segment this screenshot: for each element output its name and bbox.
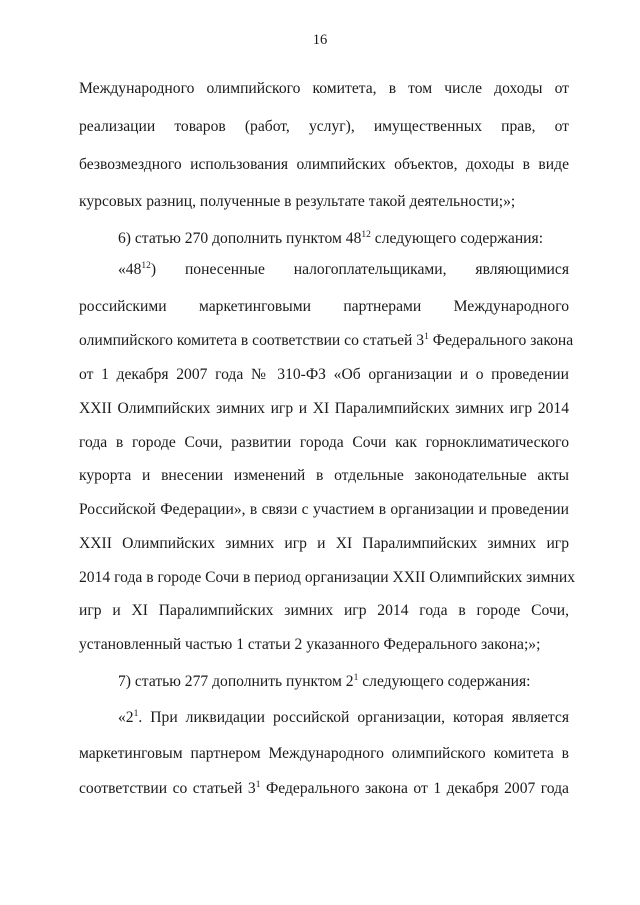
- text-line: от 1 декабря 2007 года № 310-ФЗ «Об организации и о проведении: [79, 366, 569, 383]
- text-line: игр и XI Паралимпийских зимних игр 2014 года в городе Сочи,: [79, 602, 569, 619]
- text-line: года в городе Сочи, развитии города Сочи как горноклиматического: [79, 434, 569, 451]
- text-line: 6) статью 270 дополнить пунктом $48^{12}$ следующего содержания:: [118, 230, 544, 247]
- text-line: «$2^1$. При ликвидации российской организации, которая является: [118, 709, 569, 726]
- text-line: маркетинговым партнером Международного олимпийского комитета в: [79, 745, 569, 762]
- text-line: курсовых разниц, полученные в результате такой деятельности;»;: [79, 193, 516, 210]
- text-line: «$48^{12}$) понесенные налогоплательщиками, являющимися: [118, 261, 569, 278]
- text-line: Российской Федерации», в связи с участием в организации и проведении: [79, 501, 569, 518]
- page-number: 16: [312, 32, 328, 48]
- text-line: соответствии со статьей $3^1$ Федерального закона от 1 декабря 2007 года: [79, 780, 569, 797]
- text-line: XXII Олимпийских зимних игр и XI Паралимпийских зимних игр: [79, 535, 569, 552]
- text-line: безвозмездного использования олимпийских объектов, доходы в виде: [79, 156, 569, 173]
- text-line: 7) статью 277 дополнить пунктом $2^1$ следующего содержания:: [118, 673, 531, 690]
- text-line: 2014 года в городе Сочи в период организации XXII Олимпийских зимних: [79, 569, 575, 586]
- text-line: установленный частью 1 статьи 2 указанного Федерального закона;»;: [79, 636, 541, 653]
- text-line: Международного олимпийского комитета, в том числе доходы от: [79, 80, 569, 97]
- text-line: курорта и внесении изменений в отдельные законодательные акты: [79, 467, 569, 484]
- text-line: олимпийского комитета в соответствии со статьей $3^1$ Федерального закона: [79, 332, 574, 349]
- text-line: российскими маркетинговыми партнерами Международного: [79, 298, 569, 315]
- text-line: XXII Олимпийских зимних игр и XI Паралимпийских зимних игр 2014: [79, 400, 569, 417]
- text-line: реализации товаров (работ, услуг), имущественных прав, от: [79, 118, 569, 135]
